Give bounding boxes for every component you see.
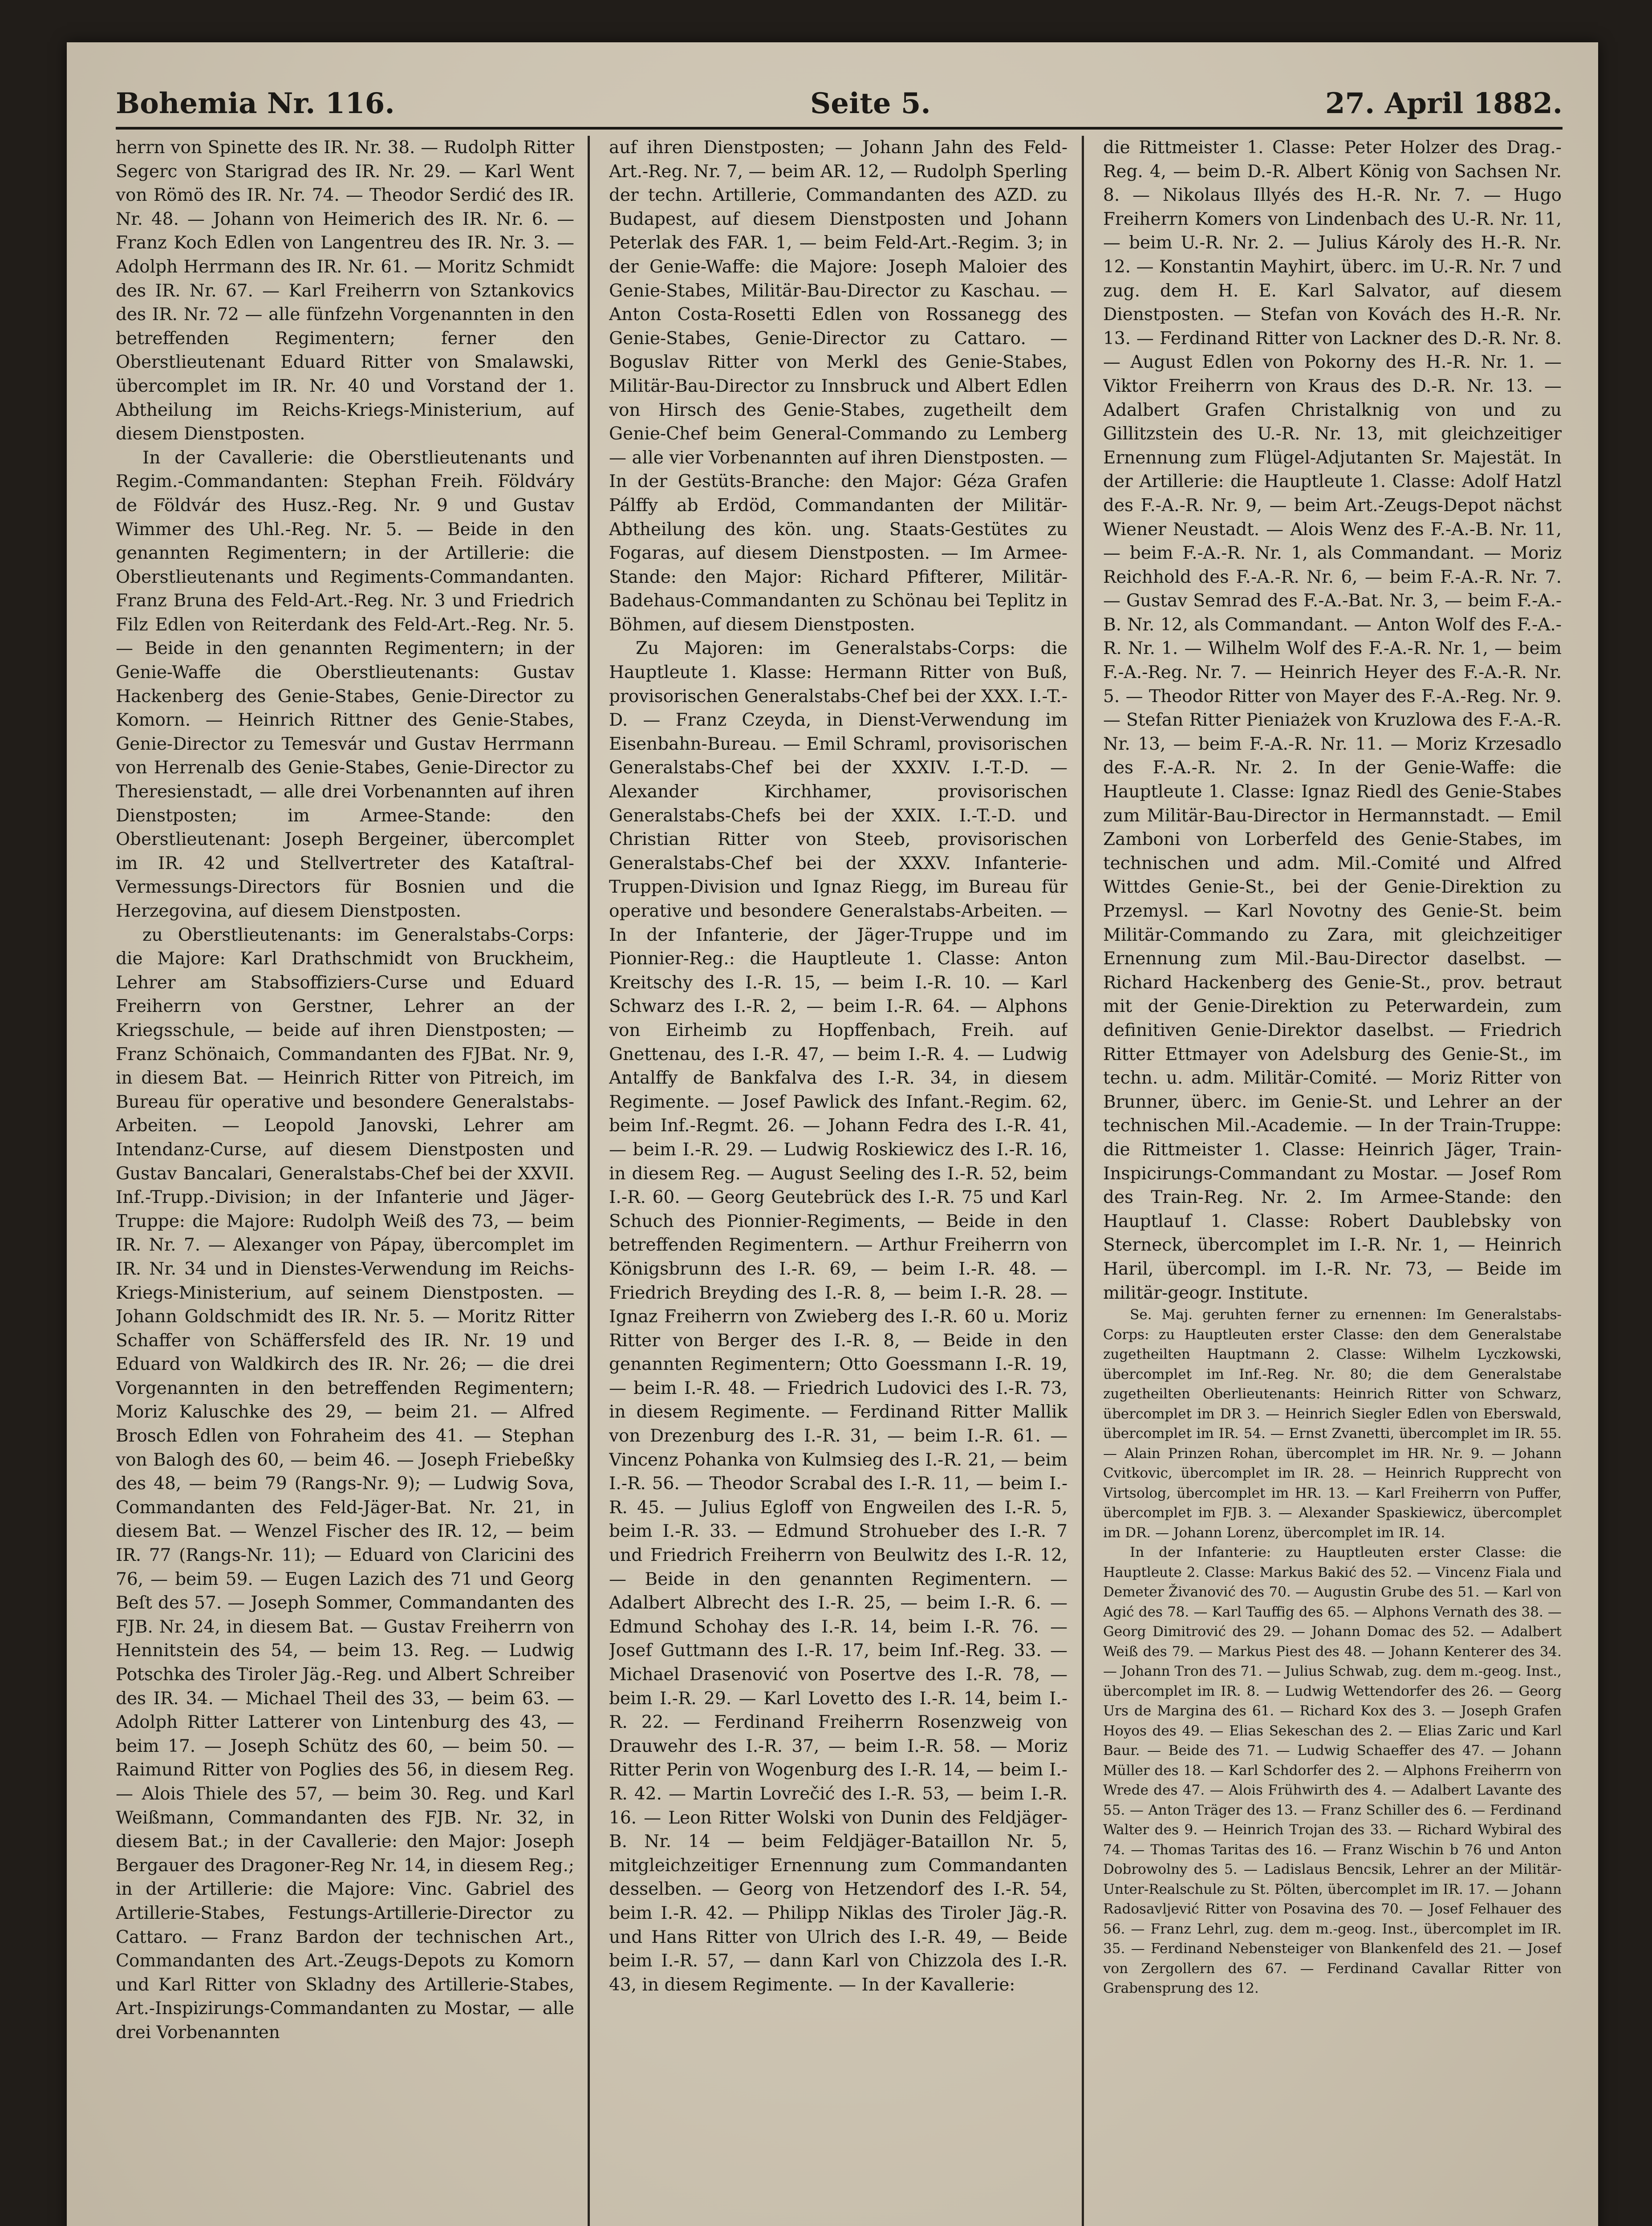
header-page-number: Seite 5. <box>810 87 931 120</box>
text-columns <box>116 136 1563 2226</box>
column-rule <box>588 136 590 2226</box>
page-header <box>116 78 1563 130</box>
column-1-paragraph: herrn von Spinette des IR. Nr. 38. — Rudolph Ritter Segerc von Starigrad des IR. Nr. 29. — Karl Went von Römö des IR. Nr. 74. — Theodor Serdić des IR. Nr. 48. — Johann von Heimerich des IR. Nr. 6. — Franz Koch Edlen von Langentreu des IR. Nr. 3. — Adolph Herrmann des IR. Nr. 61. — Moritz Schmidt des IR. Nr. 67. — Karl Freiherrn von Sztankovics des IR. Nr. 72 — alle fünfzehn Vorgenannten in den betreffenden Regimentern; ferner den Oberstlieutenant Eduard Ritter von Smalawski, übercomplet im IR. Nr. 40 und Vorstand der 1. Abtheilung im Reichs-Kriegs-Ministerium, auf diesem Dienstposten. <box>116 138 574 444</box>
column-3 <box>1103 136 1562 2226</box>
column-2-paragraph: auf ihren Dienstposten; — Johann Jahn des Feld-Art.-Reg. Nr. 7, — beim AR. 12, — Rudolph Sperling der techn. Artillerie, Commandanten des AZD. zu Budapest, auf diesem Dienstposten und Johann Peterlak des FAR. 1, — beim Feld-Art.-Regim. 3; in der Genie-Waffe: die Majore: Joseph Maloier des Genie-Stabes, Militär-Bau-Director zu Kaschau. — Anton Costa-Rosetti Edlen von Rossanegg des Genie-Stabes, Genie-Director zu Cattaro. — Boguslav Ritter von Merkl des Genie-Stabes, Militär-Bau-Director zu Innsbruck und Albert Edlen von Hirsch des Genie-Stabes, zugetheilt dem Genie-Chef beim General-Commando zu Lemberg — alle vier Vorbenannten auf ihren Dienstposten. — In der Gestüts-Branche: den Major: Géza Grafen Pálffy ab Erdöd, Commandanten der Militär-Abtheilung des kön. ung. Staats-Gestütes zu Fogaras, auf diesem Dienstposten. — Im Armee-Stande: den Major: Richard Pfifterer, Militär-Badehaus-Commandanten zu Schönau bei Teplitz in Böhmen, auf diesem Dienstposten. <box>609 138 1068 635</box>
column-2 <box>609 136 1068 2226</box>
header-date: 27. April 1882. <box>1325 87 1563 120</box>
column-3-paragraph: die Rittmeister 1. Classe: Peter Holzer des Drag.-Reg. 4, — beim D.-R. Albert König von Sachsen Nr. 8. — Nikolaus Illyés des H.-R. Nr. 7. — Hugo Freiherrn Komers von Lindenbach des U.-R. Nr. 11, — beim U.-R. Nr. 2. — Julius Károly des H.-R. Nr. 12. — Konstantin Mayhirt, überc. im U.-R. Nr. 7 und zug. dem H. E. Karl Salvator, auf diesem Dienstposten. — Stefan von Kovách des H.-R. Nr. 13. — Ferdinand Ritter von Lackner des D.-R. Nr. 8. — August Edlen von Pokorny des H.-R. Nr. 1. — Viktor Freiherrn von Kraus des D.-R. Nr. 13. — Adalbert Grafen Christalknig von und zu Gillitzstein des U.-R. Nr. 13, mit gleichzeitiger Ernennung zum Flügel-Adjutanten Sr. Majestät. In der Artillerie: die Hauptleute 1. Classe: Adolf Hatzl des F.-A.-R. Nr. 9, — beim Art.-Zeugs-Depot nächst Wiener Neustadt. — Alois Wenz des F.-A.-B. Nr. 11, — beim F.-A.-R. Nr. 1, als Commandant. — Moriz Reichhold des F.-A.-R. Nr. 6, — beim F.-A.-R. Nr. 7. — Gustav Semrad des F.-A.-Bat. Nr. 3, — beim F.-A.-B. Nr. 12, als Commandant. — Anton Wolf des F.-A.-R. Nr. 1. — Wilhelm Wolf des F.-A.-R. Nr. 1, — beim F.-A.-Reg. Nr. 7. — Heinrich Heyer des F.-A.-R. Nr. 5. — Theodor Ritter von Mayer des F.-A.-Reg. Nr. 9. — Stefan Ritter Pieniażek von Kruzlowa des F.-A.-R. Nr. 13, — beim F.-A.-R. Nr. 11. — Moriz Krzesadlo des F.-A.-R. Nr. 2. In der Genie-Waffe: die Hauptleute 1. Classe: Ignaz Riedl des Genie-Stabes zum Militär-Bau-Director in Hermannstadt. — Emil Zamboni von Lorberfeld des Genie-Stabes, im technischen und adm. Mil.-Comité und Alfred Wittdes Genie-St., bei der Genie-Direktion zu Przemysl. — Karl Novotny des Genie-St. beim Militär-Commando zu Zara, mit gleichzeitiger Ernennung zum Mil.-Bau-Director daselbst. — Richard Hackenberg des Genie-St., prov. betraut mit der Genie-Direktion zu Peterwardein, zum definitiven Genie-Direktor daselbst. — Friedrich Ritter Ettmayer von Adelsburg des Genie-St., im techn. u. adm. Militär-Comité. — Moriz Ritter von Brunner, überc. im Genie-St. und Lehrer an der technischen Mil.-Academie. — In der Train-Truppe: die Rittmeister 1. Classe: Heinrich Jäger, Train-Inspicirungs-Commandant zu Mostar. — Josef Rom des Train-Reg. Nr. 2. Im Armee-Stande: den Hauptlauf 1. Classe: Robert Daublebsky von Sterneck, übercomplet im I.-R. Nr. 1, — Heinrich Haril, übercompl. im I.-R. Nr. 73, — Beide im militär-geogr. Institute. <box>1103 138 1562 1303</box>
header-masthead: Bohemia Nr. 116. <box>116 87 395 120</box>
column-1 <box>116 136 574 2226</box>
column-2-paragraph: Zu Majoren: im Generalstabs-Corps: die Hauptleute 1. Klasse: Hermann Ritter von Buß, provisorischen Generalstabs-Chef bei der XXX. I.-T.-D. — Franz Czeyda, in Dienst-Verwendung im Eisenbahn-Bureau. — Emil Schraml, provisorischen Generalstabs-Chef bei der XXXIV. I.-T.-D. — Alexander Kirchhamer, provisorischen Generalstabs-Chefs bei der XXIX. I.-T.-D. und Christian Ritter von Steeb, provisorischen Generalstabs-Chef bei der XXXV. Infanterie-Truppen-Division und Ignaz Riegg, im Bureau für operative und besondere Generalstabs-Arbeiten. — In der Infanterie, der Jäger-Truppe und im Pionnier-Reg.: die Hauptleute 1. Classe: Anton Kreitschy des I.-R. 15, — beim I.-R. 10. — Karl Schwarz des I.-R. 2, — beim I.-R. 64. — Alphons von Eirheimb zu Hopffenbach, Freih. auf Gnettenau, des I.-R. 47, — beim I.-R. 4. — Ludwig Antalffy de Bankfalva des I.-R. 34, in diesem Regimente. — Josef Pawlick des Infant.-Regim. 62, beim Inf.-Regmt. 26. — Johann Fedra des I.-R. 41, — beim I.-R. 29. — Ludwig Roskiewicz des I.-R. 16, in diesem Reg. — August Seeling des I.-R. 52, beim I.-R. 60. — Georg Geutebrück des I.-R. 75 und Karl Schuch des Pionnier-Regiments, — Beide in den betreffenden Regimentern. — Arthur Freiherrn von Königsbrunn des I.-R. 69, — beim I.-R. 48. — Friedrich Breyding des I.-R. 8, — beim I.-R. 28. — Ignaz Freiherrn von Zwieberg des I.-R. 60 u. Moriz Ritter von Berger des I.-R. 8, — Beide in den genannten Regimentern; Otto Goessmann I.-R. 19, — beim I.-R. 48. — Friedrich Ludovici des I.-R. 73, in diesem Regimente. — Ferdinand Ritter Mallik von Drezenburg des I.-R. 31, — beim I.-R. 61. — Vincenz Pohanka von Kulmsieg des I.-R. 21, — beim I.-R. 56. — Theodor Scrabal des I.-R. 11, — beim I.-R. 45. — Julius Egloff von Engweilen des I.-R. 5, beim I.-R. 33. — Edmund Strohueber des I.-R. 7 und Friedrich Freiherrn von Beulwitz des I.-R. 12, — Beide in den genannten Regimentern. — Adalbert Albrecht des I.-R. 25, — beim I.-R. 6. — Edmund Schohay des I.-R. 14, beim I.-R. 76. — Josef Guttmann des I.-R. 17, beim Inf.-Reg. 33. — Michael Drasenović von Posertve des I.-R. 78, — beim I.-R. 29. — Karl Lovetto des I.-R. 14, beim I.-R. 22. — Ferdinand Freiherrn Rosenzweig von Drauwehr des I.-R. 37, — beim I.-R. 58. — Moriz Ritter Perin von Wogenburg des I.-R. 14, — beim I.-R. 42. — Martin Lovrečić des I.-R. 53, — beim I.-R. 16. — Leon Ritter Wolski von Dunin des Feldjäger-B. Nr. 14 — beim Feldjäger-Bataillon Nr. 5, mitgleichzeitiger Ernennung zum Commandanten desselben. — Georg von Hetzendorf des I.-R. 54, beim I.-R. 42. — Philipp Niklas des Tiroler Jäg.-R. und Hans Ritter von Ulrich des I.-R. 49, — Beide beim I.-R. 57, — dann Karl von Chizzola des I.-R. 43, in diesem Regimente. — In der Kavallerie: <box>609 638 1068 1995</box>
column-1-paragraph: In der Cavallerie: die Oberstlieutenants und Regim.-Commandanten: Stephan Freih. Földváry de Földvár des Husz.-Reg. Nr. 9 und Gustav Wimmer des Uhl.-Reg. Nr. 5. — Beide in den genannten Regimentern; in der Artillerie: die Oberstlieutenants und Regiments-Commandanten. Franz Bruna des Feld-Art.-Reg. Nr. 3 und Friedrich Filz Edlen von Reiterdank des Feld-Art.-Reg. Nr. 5. — Beide in den genannten Regimentern; in der Genie-Waffe die Oberstlieutenants: Gustav Hackenberg des Genie-Stabes, Genie-Director zu Komorn. — Heinrich Rittner des Genie-Stabes, Genie-Director zu Temesvár und Gustav Herrmann von Herrenalb des Genie-Stabes, Genie-Director zu Theresienstadt, — alle drei Vorbenannten auf ihren Dienstposten; im Armee-Stande: den Oberstlieutenant: Joseph Bergeiner, übercomplet im IR. 42 und Stellvertreter des Kataſtral-Vermessungs-Directors für Bosnien und die Herzegovina, auf diesem Dienstposten. <box>116 447 574 921</box>
newspaper-page <box>67 42 1598 2226</box>
column-rule <box>1082 136 1084 2226</box>
column-3-small-paragraph: Se. Maj. geruhten ferner zu ernennen: Im Generalstabs-Corps: zu Hauptleuten erster Classe: den dem Generalstabe zugetheilten Hauptmann 2. Classe: Wilhelm Lyczkowski, übercomplet im Inf.-Reg. Nr. 80; die dem Generalstabe zugetheilten Oberlieutenants: Heinrich Ritter von Schwarz, übercomplet im DR 3. — Heinrich Siegler Edlen von Eberswald, übercomplet im IR. 54. — Ernst Zvanetti, übercomplet im IR. 55. — Alain Prinzen Rohan, übercomplet im HR. Nr. 9. — Johann Cvitkovic, übercomplet im IR. 28. — Heinrich Rupprecht von Virtsolog, übercomplet im HR. 13. — Karl Freiherrn von Puffer, übercomplet im FJB. 3. — Alexander Spaskiewicz, übercomplet im DR. — Johann Lorenz, übercomplet im IR. 14. <box>1103 1307 1562 1541</box>
column-3-small-paragraph: In der Infanterie: zu Hauptleuten erster Classe: die Hauptleute 2. Classe: Markus Bakić des 52. — Vincenz Fiala und Demeter Živanović des 70. — Augustin Grube des 51. — Karl von Agić des 78. — Karl Tauffig des 65. — Alphons Vernath des 38. — Georg Dimitrović des 29. — Johann Domac des 52. — Adalbert Weiß des 79. — Markus Piest des 48. — Johann Kenterer des 34. — Johann Tron des 71. — Julius Schwab, zug. dem m.-geog. Inst., übercomplet im IR. 8. — Ludwig Wettendorfer des 26. — Georg Urs de Margina des 61. — Richard Kox des 3. — Joseph Grafen Hoyos des 49. — Elias Sekeschan des 2. — Elias Zaric und Karl Baur. — Beide des 71. — Ludwig Schaeffer des 47. — Johann Müller des 18. — Karl Schdorfer des 2. — Alphons Freiherrn von Wrede des 47. — Alois Frühwirth des 4. — Adalbert Lavante des 55. — Anton Träger des 13. — Franz Schiller des 6. — Ferdinand Walter des 9. — Heinrich Trojan des 33. — Richard Wybiral des 74. — Thomas Taritas des 16. — Franz Wischin b 76 und Anton Dobrowolny des 5. — Ladislaus Bencsik, Lehrer an der Militär-Unter-Realschule zu St. Pölten, übercomplet im IR. 17. — Johann Radosavljević Ritter von Posavina des 70. — Josef Felhauer des 56. — Franz Lehrl, zug. dem m.-geog. Inst., übercomplet im IR. 35. — Ferdinand Nebensteiger von Blankenfeld des 21. — Josef von Zergollern des 67. — Ferdinand Cavallar Ritter von Grabensprung des 12. <box>1103 1544 1562 1997</box>
column-1-paragraph: zu Oberstlieutenants: im Generalstabs-Corps: die Majore: Karl Drathschmidt von Bruckheim, Lehrer am Stabsoffiziers-Curse und Eduard Freiherrn von Gerstner, Lehrer an der Kriegsschule, — beide auf ihren Dienstposten; — Franz Schönaich, Commandanten des FJBat. Nr. 9, in diesem Bat. — Heinrich Ritter von Pitreich, im Bureau für operative und besondere Generalstabs-Arbeiten. — Leopold Janovski, Lehrer am Intendanz-Curse, auf diesem Dienstposten und Gustav Bancalari, Generalstabs-Chef bei der XXVII. Inf.-Trupp.-Division; in der Infanterie und Jäger-Truppe: die Majore: Rudolph Weiß des 73, — beim IR. Nr. 7. — Alexanger von Pápay, übercomplet im IR. Nr. 34 und in Dienstes-Verwendung im Reichs-Kriegs-Ministerium, auf seinem Dienstposten. — Johann Goldschmidt des IR. Nr. 5. — Moritz Ritter Schaffer von Schäffersfeld des IR. Nr. 19 und Eduard von Waldkirch des IR. Nr. 26; — die drei Vorgenannten in den betreffenden Regimentern; Moriz Kaluschke des 29, — beim 21. — Alfred Brosch Edlen von Fohraheim des 41. — Stephan von Balogh des 60, — beim 46. — Joseph Friebeßky des 48, — beim 79 (Rangs-Nr. 9); — Ludwig Sova, Commandanten des Feld-Jäger-Bat. Nr. 21, in diesem Bat. — Wenzel Fischer des IR. 12, — beim IR. 77 (Rangs-Nr. 11); — Eduard von Claricini des 76, — beim 59. — Eugen Lazich des 71 und Georg Beſt des 57. — Joseph Sommer, Commandanten des FJB. Nr. 24, in diesem Bat. — Gustav Freiherrn von Hennitstein des 54, — beim 13. Reg. — Ludwig Potschka des Tiroler Jäg.-Reg. und Albert Schreiber des IR. 34. — Michael Theil des 33, — beim 63. — Adolph Ritter Latterer von Lintenburg des 43, — beim 17. — Joseph Schütz des 60, — beim 50. — Raimund Ritter von Poglies des 56, in diesem Reg. — Alois Thiele des 57, — beim 30. Reg. und Karl Weißmann, Commandanten des FJB. Nr. 32, in diesem Bat.; in der Cavallerie: den Major: Joseph Bergauer des Dragoner-Reg Nr. 14, in diesem Reg.; in der Artillerie: die Majore: Vinc. Gabriel des Artillerie-Stabes, Festungs-Artillerie-Director zu Cattaro. — Franz Bardon der technischen Art., Commandanten des Art.-Zeugs-Depots zu Komorn und Karl Ritter von Skladny des Artillerie-Stabes, Art.-Inspizirungs-Commandanten zu Mostar, — alle drei Vorbenannten <box>116 925 574 2043</box>
